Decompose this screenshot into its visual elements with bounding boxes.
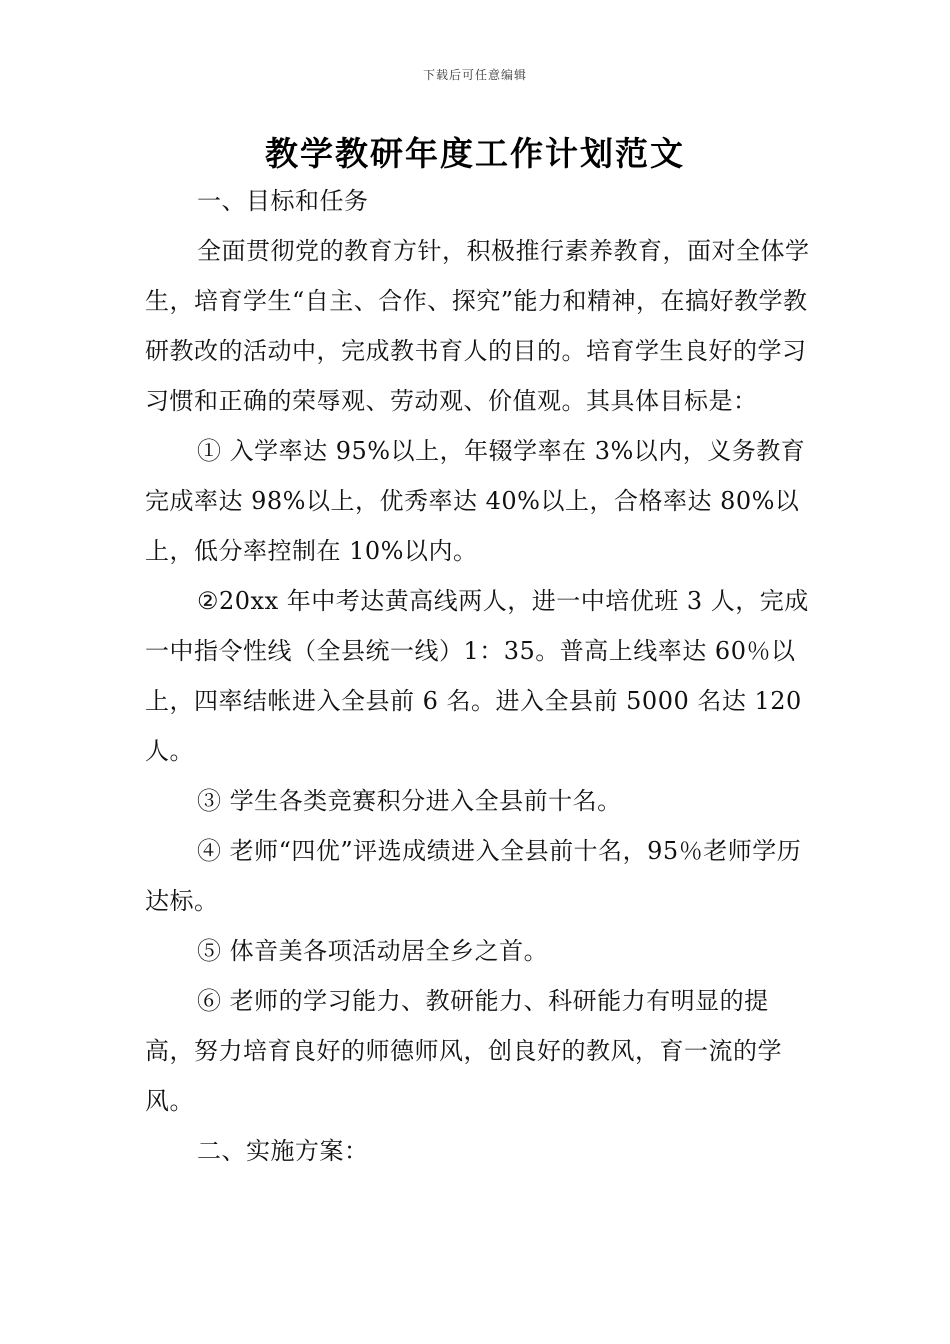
document-body bbox=[145, 176, 810, 1176]
document-title: 教学教研年度工作计划范文 bbox=[265, 134, 685, 173]
paragraph-goal-3: ③ 学生各类竞赛积分进入全县前十名。 bbox=[197, 787, 622, 815]
header-note: 下载后可任意编辑 bbox=[422, 68, 527, 82]
paragraph-goal-5: ⑤ 体音美各项活动居全乡之首。 bbox=[197, 937, 549, 965]
paragraph-goal-6: ⑥ 老师的学习能力、教研能力、科研能力有明显的提高，努力培育良好的师德师风，创良好的教风，育一流的学风。 bbox=[145, 987, 782, 1115]
section-heading-2: 二、实施方案： bbox=[197, 1137, 369, 1165]
section-heading-1: 一、目标和任务 bbox=[197, 187, 369, 215]
paragraph-goal-2: ②20xx 年中考达黄高线两人，进一中培优班 3 人，完成一中指令性线（全县统一线）1：35。普高上线率达 60％以上，四率结帐进入全县前 6 名。进入全县前 5000 名达 120 人。 bbox=[145, 587, 809, 765]
paragraph-goal-4: ④ 老师“四优”评选成绩进入全县前十名，95％老师学历达标。 bbox=[145, 837, 802, 915]
paragraph-goal-1: ① 入学率达 95%以上，年辍学率在 3%以内，义务教育完成率达 98%以上，优秀率达 40%以上，合格率达 80%以上，低分率控制在 10%以内。 bbox=[145, 437, 806, 565]
paragraph-intro: 全面贯彻党的教育方针，积极推行素养教育，面对全体学生，培育学生“自主、合作、探究”能力和精神，在搞好教学教研教改的活动中，完成教书育人的目的。培育学生良好的学习习惯和正确的荣辱观、劳动观、价值观。其具体目标是： bbox=[145, 237, 810, 415]
